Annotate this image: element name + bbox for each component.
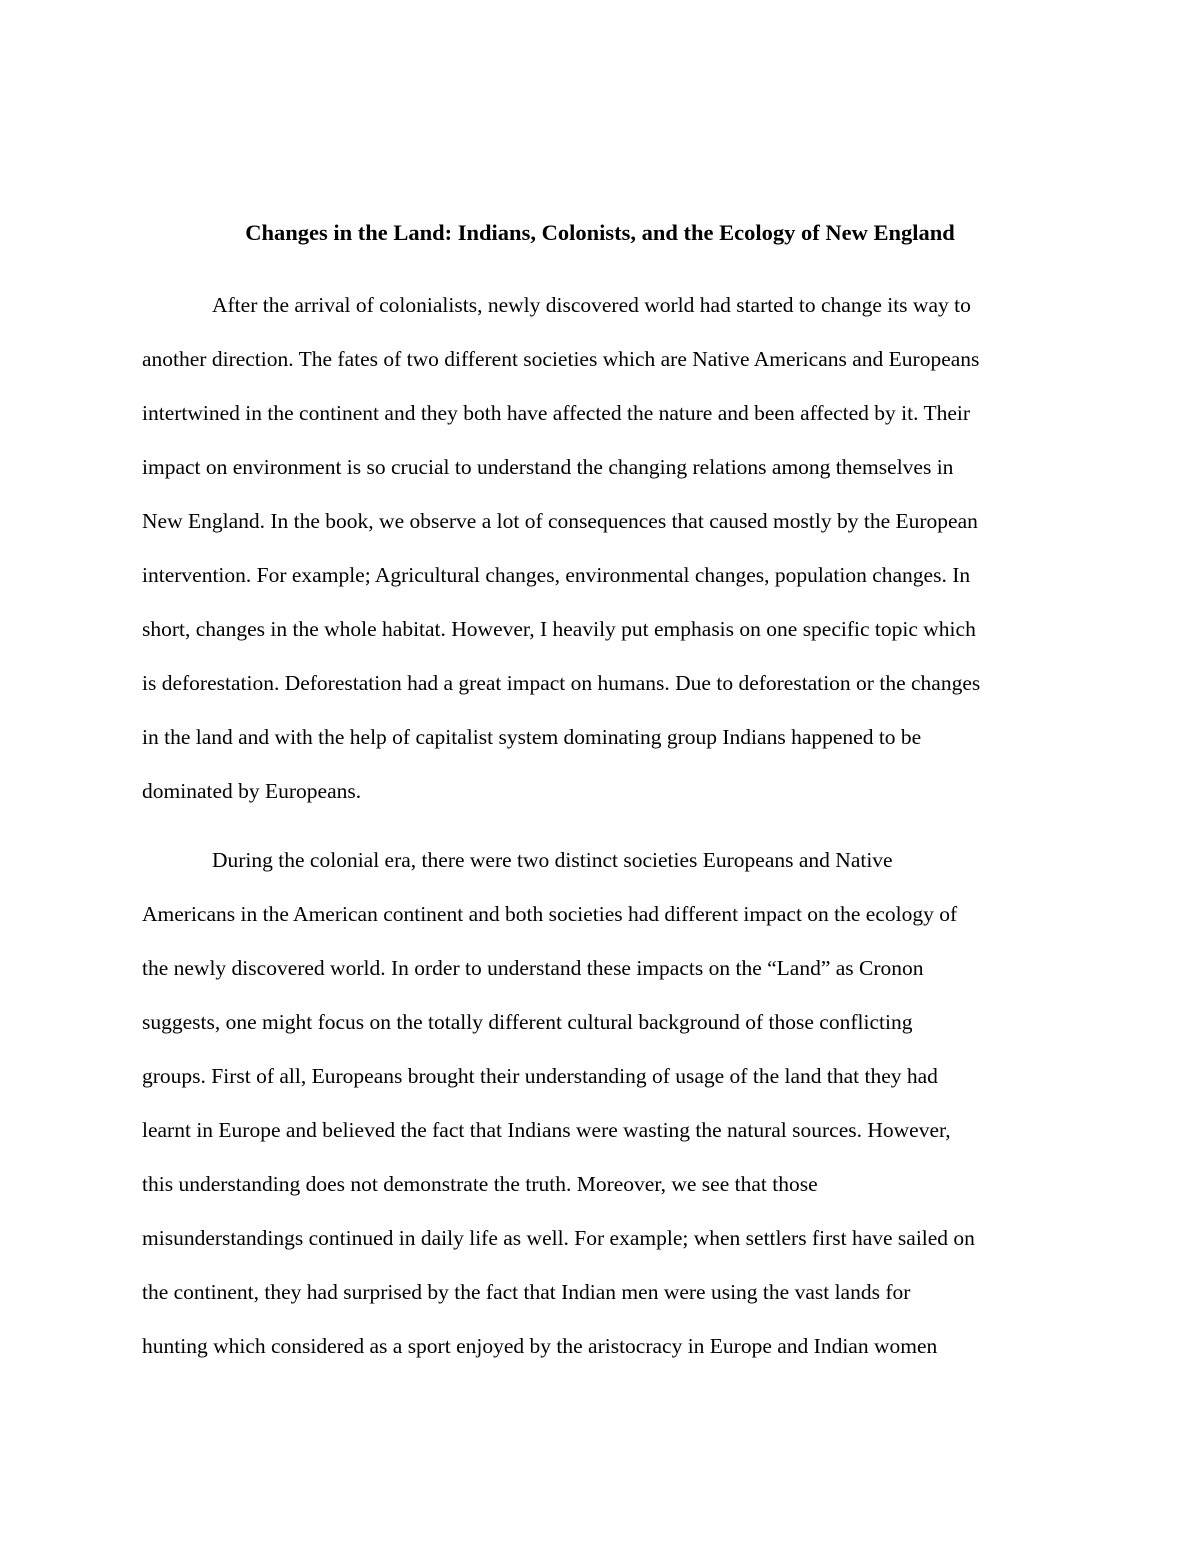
paragraph-line: impact on environment is so crucial to understand the changing relations among themselves in bbox=[142, 455, 954, 479]
paragraph-line: New England. In the book, we observe a lot of consequences that caused mostly by the European bbox=[142, 509, 978, 533]
paragraph-line: learnt in Europe and believed the fact that Indians were wasting the natural sources. However, bbox=[142, 1118, 951, 1142]
paragraph-line: suggests, one might focus on the totally different cultural background of those conflicting bbox=[142, 1010, 913, 1034]
paragraph-line: short, changes in the whole habitat. However, I heavily put emphasis on one specific topic which bbox=[142, 617, 976, 641]
document-title: Changes in the Land: Indians, Colonists, and the Ecology of New England bbox=[245, 220, 955, 245]
paragraph-line: misunderstandings continued in daily life as well. For example; when settlers first have sailed on bbox=[142, 1226, 975, 1250]
paragraph-line: another direction. The fates of two different societies which are Native Americans and Europeans bbox=[142, 347, 980, 371]
paragraph-line: hunting which considered as a sport enjoyed by the aristocracy in Europe and Indian women bbox=[142, 1334, 938, 1358]
paragraph-line: this understanding does not demonstrate the truth. Moreover, we see that those bbox=[142, 1172, 818, 1196]
paragraph-line: the newly discovered world. In order to understand these impacts on the “Land” as Cronon bbox=[142, 956, 924, 980]
paragraph-line: intervention. For example; Agricultural changes, environmental changes, population changes. In bbox=[142, 563, 971, 587]
paragraph-line: After the arrival of colonialists, newly discovered world had started to change its way to bbox=[212, 293, 971, 317]
paragraph-line: groups. First of all, Europeans brought their understanding of usage of the land that they had bbox=[142, 1064, 938, 1088]
paragraph-line: in the land and with the help of capitalist system dominating group Indians happened to be bbox=[142, 725, 922, 749]
paragraph-line: the continent, they had surprised by the fact that Indian men were using the vast lands for bbox=[142, 1280, 911, 1304]
paragraph-line: During the colonial era, there were two distinct societies Europeans and Native bbox=[212, 848, 893, 872]
paragraph-line: is deforestation. Deforestation had a great impact on humans. Due to deforestation or the changes bbox=[142, 671, 981, 695]
paragraph-line: dominated by Europeans. bbox=[142, 779, 362, 803]
paragraph-line: intertwined in the continent and they both have affected the nature and been affected by it. Their bbox=[142, 401, 971, 425]
paragraph-line: Americans in the American continent and both societies had different impact on the ecology of bbox=[142, 902, 958, 926]
